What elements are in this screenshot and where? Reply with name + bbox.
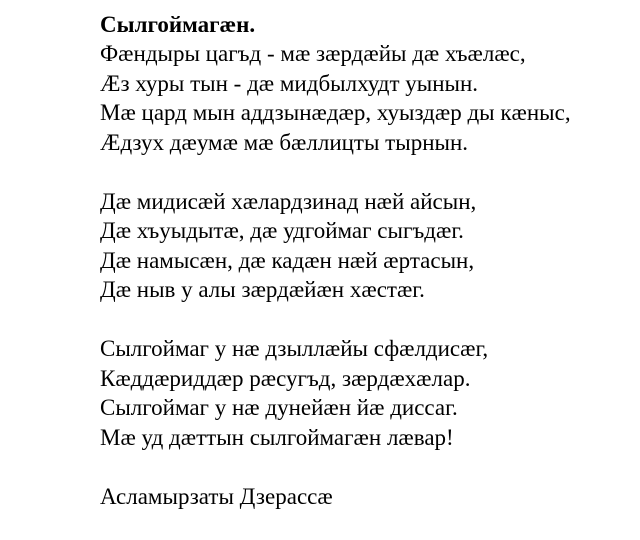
stanza-3 — [100, 334, 630, 452]
poem-line: Æдзух дæумæ мæ бæллицты тырнын. — [100, 129, 469, 155]
poem-line: Мæ цард мын аддзынæдæр, хуыздæр ды кæныс, — [100, 100, 571, 125]
stanza-gap — [100, 452, 630, 482]
poem-line: Сылгоймаг у нæ дзыллæйы сфæлдисæг, — [100, 336, 489, 361]
poem-line: Сылгоймаг у нæ дунейæн йæ диссаг. — [100, 395, 458, 420]
stanza-gap — [100, 157, 630, 187]
poem-title: Сылгоймагæн. — [100, 12, 256, 37]
stanza-gap — [100, 305, 630, 335]
stanza-1 — [100, 39, 630, 157]
poem-line: Дæ намысæн, дæ кадæн нæй æртасын, — [100, 247, 475, 273]
poem-line: Мæ уд дæттын сылгоймагæн лæвар! — [100, 424, 454, 450]
poem-document — [100, 10, 630, 511]
poem-line: Дæ мидисæй хæлардзинад нæй айсын, — [100, 188, 477, 214]
poem-line: Дæ хъуыдытæ, дæ удгоймаг сыгъдæг. — [100, 218, 464, 243]
poem-line: Фæндыры цагъд - мæ зæрдæйы дæ хъæлæс, — [100, 41, 526, 66]
poem-line: Дæ ныв у алы зæрдæйæн хæстæг. — [100, 277, 425, 302]
poem-author: Асламырзаты Дзерассæ — [100, 483, 333, 509]
stanza-2 — [100, 187, 630, 305]
poem-line: Æз хуры тын - дæ мидбылхудт уынын. — [100, 70, 479, 96]
poem-line: Кæддæриддæр рæсугъд, зæрдæхæлар. — [100, 365, 471, 391]
